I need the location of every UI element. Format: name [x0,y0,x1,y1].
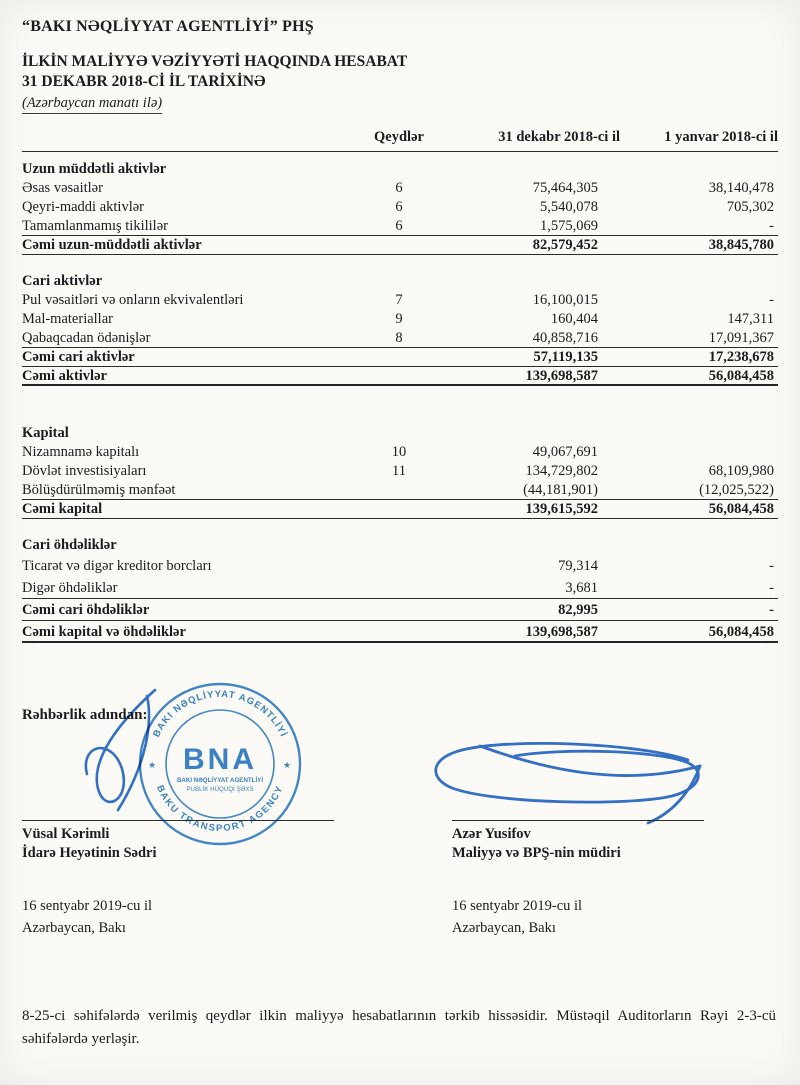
table-row [22,577,778,599]
row-label: Cəmi aktivlər [22,368,107,384]
row-label: Cəmi cari öhdəliklər [22,602,150,618]
row-value-2017: 147,311 [727,311,774,327]
row-value-2017: - [769,602,774,618]
row-value-2017: 38,845,780 [708,237,774,253]
row-label: Tamamlanmamış tikililər [22,218,168,234]
row-note [370,367,428,384]
table-row [22,179,778,198]
header-2018-cell: 31 dekabr 2018-ci il [498,129,620,145]
row-label: Cəmi kapital və öhdəliklər [22,624,186,640]
section-row-noncurrent-assets [22,160,778,179]
row-note [370,500,428,518]
row-label: Qeyri-maddi aktivlər [22,199,144,215]
row-value-2018 [428,272,620,291]
row-value-2018: (44,181,901) [523,482,598,498]
left-signer-title: İdarə Heyətinin Sədri [22,845,157,861]
row-label: Mal-materiallar [22,311,113,327]
row-value-2018: 16,100,015 [532,292,598,308]
row-value-2017: 17,091,367 [708,330,774,346]
row-value-2017: 56,084,458 [708,368,774,384]
total-row-total-assets [22,367,778,386]
table-row [22,481,778,500]
total-row-equity [22,500,778,519]
company-name: “BAKI NƏQLİYYAT AGENTLİYİ” PHŞ [22,18,314,35]
doc-header [22,16,778,114]
row-value-2017: (12,025,522) [699,482,774,498]
row-value-2017 [620,536,778,555]
row-value-2018: 49,067,691 [532,444,598,460]
row-note [370,272,428,291]
total-row-current-assets [22,348,778,367]
table-row [22,217,778,236]
row-note: 8 [395,330,403,346]
stamp-star-icon: ★ [283,760,292,770]
row-label: Qabaqcadan ödənişlər [22,330,151,346]
row-note [370,599,428,620]
right-signature-ink [436,743,700,823]
row-value-2018: 82,579,452 [532,237,598,253]
row-note [370,481,428,499]
row-label: Əsas vəsaitlər [22,180,103,196]
row-label: Cari öhdəliklər [22,537,117,553]
row-note: 6 [395,199,403,215]
row-label: Dövlət investisiyaları [22,463,147,479]
row-note: 10 [391,444,407,460]
row-label: Digər öhdəliklər [22,580,118,596]
right-sign-place: Azərbaycan, Bakı [452,920,556,936]
row-value-2018: 139,698,587 [525,368,598,384]
currency-note-text: (Azərbaycan manatı ilə) [22,95,162,114]
left-sign-date: 16 sentyabr 2019-cu il [22,898,153,914]
row-value-2018: 82,995 [558,602,598,618]
stamp-sub-line2: PUBLİK HÜQUQİ ŞƏXS [186,786,254,793]
row-value-2018: 3,681 [565,580,598,596]
header-notes-cell: Qeydlər [374,129,424,145]
signature-heading: Rəhbərlik adından: [22,707,148,723]
table-row [22,198,778,217]
row-note [370,536,428,555]
row-value-2017: - [769,218,774,234]
balance-sheet-table [22,126,778,643]
spacer [22,255,778,272]
total-row-current-liabilities [22,599,778,621]
row-value-2017: 17,238,678 [708,349,774,365]
row-note [370,348,428,366]
header-label-cell [22,126,370,151]
right-date-block [452,895,582,939]
row-label: Pul vəsaitləri və onların ekvivalentləri [22,292,244,308]
table-row [22,291,778,310]
footer-note: 8-25-ci səhifələrdə verilmiş qeydlər ilkin maliyyə hesabatlarının tərkib hissəsidir. Müstəqil Auditorların Rəyi 2-3-cü səhifələrdə yerləşir. [22,1008,776,1047]
spacer [22,386,778,424]
row-note [370,160,428,179]
row-value-2018: 139,698,587 [525,624,598,640]
row-value-2018: 79,314 [558,558,598,574]
left-signer [22,825,157,863]
row-value-2017: 38,140,478 [708,180,774,196]
currency-note [22,95,778,114]
left-signature-line [22,820,334,821]
row-value-2018: 134,729,802 [525,463,598,479]
row-value-2018 [428,160,620,179]
section-row-equity [22,424,778,443]
right-signer-title: Maliyyə və BPŞ-nin müdiri [452,845,621,861]
row-note: 6 [395,218,403,234]
row-label: Cəmi kapital [22,501,103,517]
row-note [370,236,428,254]
row-value-2017: 56,084,458 [708,501,774,517]
company-stamp [135,679,305,849]
left-sign-place: Azərbaycan, Bakı [22,920,126,936]
table-row [22,462,778,481]
row-value-2017 [620,160,778,179]
row-value-2018 [428,536,620,555]
stamp-star-icon: ★ [148,760,157,770]
row-note: 7 [395,292,403,308]
left-signer-name: Vüsal Kərimli [22,826,110,842]
right-signer [452,825,621,863]
row-value-2018: 40,858,716 [532,330,598,346]
row-label: Bölüşdürülməmiş mənfəət [22,482,176,498]
left-date-block [22,895,152,939]
row-value-2018: 75,464,305 [532,180,598,196]
total-row-equity-and-liabilities [22,621,778,643]
row-note [370,577,428,598]
right-sign-date: 16 sentyabr 2019-cu il [452,898,583,914]
row-value-2018: 5,540,078 [540,199,598,215]
row-value-2018: 1,575,069 [540,218,598,234]
row-note [370,555,428,577]
row-value-2018: 139,615,592 [525,501,598,517]
table-row [22,329,778,348]
row-note [370,424,428,443]
row-value-2018: 160,404 [550,311,598,327]
section-row-current-assets [22,272,778,291]
spacer [22,519,778,536]
row-label: Nizamnamə kapitalı [22,444,140,460]
row-value-2017 [620,424,778,443]
row-value-2018: 57,119,135 [533,349,598,365]
stamp-sub-line1: BAKI NƏQLİYYAT AGENTLİYİ [176,777,264,784]
row-value-2017: 56,084,458 [708,624,774,640]
row-value-2017: - [769,558,774,574]
row-note: 11 [392,463,406,479]
signature-area [22,643,778,995]
report-title-line2: 31 DEKABR 2018-Cİ İL TARİXİNƏ [22,73,266,90]
row-value-2017: 68,109,980 [708,463,774,479]
row-label: Uzun müddətli aktivlər [22,161,167,177]
row-note: 9 [395,311,403,327]
row-value-2017: 705,302 [726,199,774,215]
row-value-2017 [620,272,778,291]
row-value-2017 [620,443,778,462]
row-value-2017: - [769,292,774,308]
section-row-current-liabilities [22,536,778,555]
table-row [22,555,778,577]
row-value-2017: - [769,580,774,596]
row-label: Ticarət və digər kreditor borcları [22,558,212,574]
right-signature-line [452,820,704,821]
row-note: 6 [395,180,403,196]
table-row [22,310,778,329]
row-label: Kapital [22,425,69,441]
stamp-logo-bna: BNA [183,743,257,776]
row-label: Cari aktivlər [22,273,103,289]
row-note [370,621,428,641]
right-signer-name: Azər Yusifov [452,826,531,842]
row-label: Cəmi cari aktivlər [22,349,135,365]
stamp-ring-top-text: BAKI NƏQLİYYAT AGENTLİYİ [151,688,289,740]
row-value-2018 [428,424,620,443]
table-row [22,443,778,462]
row-label: Cəmi uzun-müddətli aktivlər [22,237,202,253]
header-2017-cell: 1 yanvar 2018-ci il [664,129,778,145]
signature-ink-layer [0,643,800,995]
total-row-noncurrent-assets [22,236,778,255]
report-title-line1: İLKİN MALİYYƏ VƏZİYYƏTİ HAQQINDA HESABAT [22,53,408,70]
stamp-ring-bottom-text: BAKU TRANSPORT AGENCY [154,783,286,835]
table-header-row [22,126,778,152]
